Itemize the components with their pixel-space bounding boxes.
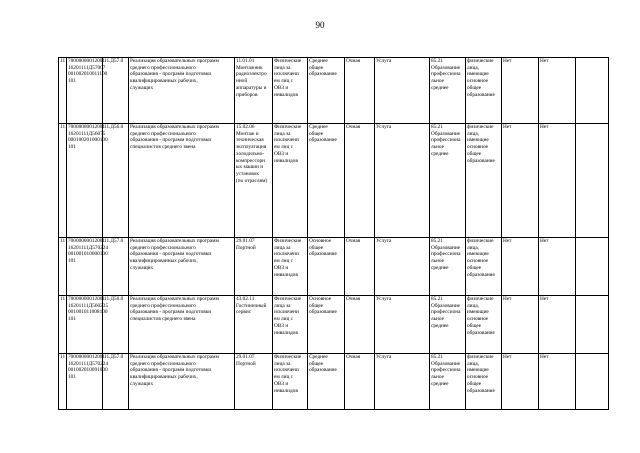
row-number-cell: 11 <box>59 354 67 410</box>
page-number: 90 <box>315 20 325 30</box>
consumer-category-cell: Физические лица за исключени ем лиц с ОВЗ и инвалидов <box>273 58 308 124</box>
service-kind-cell: Услуга <box>375 296 430 354</box>
flag-cell-1: Нет <box>502 124 539 238</box>
consumer-category-cell: Физические лица за исключени ем лиц с ОВЗ и инвалидов <box>273 296 308 354</box>
education-base-cell: Основное общее образование <box>308 296 345 354</box>
service-type-code-cell: 11.Д56.0 <box>103 296 129 354</box>
service-name-cell: Реализация образовательных программ среднего профессионального образования - программ подготовки специалистов среднего звена <box>129 296 235 354</box>
consumers-cell: физические лица, имеющие основное общее образование <box>466 238 502 296</box>
consumer-category-cell: Физические лица за исключени ем лиц с ОВЗ и инвалидов <box>273 238 308 296</box>
service-type-code-cell: 11.Д57.0 <box>103 58 129 124</box>
flag-cell-2: Нет <box>539 124 576 238</box>
row-number-cell: 11 <box>59 58 67 124</box>
registry-code-cell: 70000000012001 16201111Д570224 001002010091000 101 <box>67 354 103 410</box>
service-kind-cell: Услуга <box>375 238 430 296</box>
registry-code-cell: 70000000012001 16201111Д56075 000100201000100 101 <box>67 124 103 238</box>
services-table <box>58 57 609 410</box>
consumer-category-cell: Физические лица за исключени ем лиц с ОВЗ и инвалидов <box>273 124 308 238</box>
table-row <box>59 238 609 296</box>
table-row <box>59 354 609 410</box>
table-row <box>59 124 609 238</box>
okved-cell: 85.21 Образование профессиона льное среднее <box>430 124 466 238</box>
registry-code-cell: 70000000012001 16201111Д57007 001002010011100 101 <box>67 58 103 124</box>
empty-cell <box>576 58 609 124</box>
empty-cell <box>576 124 609 238</box>
flag-cell-1: Нет <box>502 238 539 296</box>
flag-cell-1: Нет <box>502 296 539 354</box>
row-number-cell: 11 <box>59 238 67 296</box>
okved-cell: 85.21 Образование профессиона льное среднее <box>430 238 466 296</box>
flag-cell-1: Нет <box>502 58 539 124</box>
table-row <box>59 296 609 354</box>
registry-code-cell: 70000000012001 16201111Д560235 001001011008100 101 <box>67 296 103 354</box>
consumer-category-cell: Физические лица за исключени ем лиц с ОВЗ и инвалидов <box>273 354 308 410</box>
specialty-cell: 43.02.11 Гостиничный сервис <box>235 296 273 354</box>
specialty-cell: 15.02.06 Монтаж и техническая эксплуатация холодильно- компрессорн ых машин и установок (по отраслям) <box>235 124 273 238</box>
service-kind-cell: Услуга <box>375 354 430 410</box>
flag-cell-2: Нет <box>539 354 576 410</box>
study-form-cell: Очная <box>345 238 375 296</box>
service-type-code-cell: 11.Д57.0 <box>103 238 129 296</box>
table-row <box>59 58 609 124</box>
registry-code-cell: 70000000012001 16201111Д570224 001001010000100 101 <box>67 238 103 296</box>
empty-cell <box>576 238 609 296</box>
flag-cell-2: Нет <box>539 58 576 124</box>
service-kind-cell: Услуга <box>375 124 430 238</box>
service-name-cell: Реализация образовательных программ среднего профессионального образования - программ подготовки квалифицированных рабочих, служащих <box>129 238 235 296</box>
service-name-cell: Реализация образовательных программ среднего профессионального образования - программ подготовки специалистов среднего звена <box>129 124 235 238</box>
flag-cell-1: Нет <box>502 354 539 410</box>
consumers-cell: физические лица, имеющие основное общее образование <box>466 296 502 354</box>
flag-cell-2: Нет <box>539 238 576 296</box>
service-name-cell: Реализация образовательных программ среднего профессионального образования - программ подготовки квалифицированных рабочих, служащих <box>129 58 235 124</box>
empty-cell <box>576 354 609 410</box>
study-form-cell: Очная <box>345 58 375 124</box>
education-base-cell: Основное общее образование <box>308 238 345 296</box>
okved-cell: 85.21 Образование профессиона льное среднее <box>430 296 466 354</box>
consumers-cell: физические лица, имеющие основное общее образование <box>466 58 502 124</box>
service-type-code-cell: 11.Д57.0 <box>103 354 129 410</box>
study-form-cell: Очная <box>345 354 375 410</box>
study-form-cell: Очная <box>345 124 375 238</box>
flag-cell-2: Нет <box>539 296 576 354</box>
okved-cell: 85.21 Образование профессиона льное среднее <box>430 58 466 124</box>
empty-cell <box>576 296 609 354</box>
specialty-cell: 11.01.01 Монтажник радиоэлектро нной аппаратуры и приборов <box>235 58 273 124</box>
service-kind-cell: Услуга <box>375 58 430 124</box>
consumers-cell: физические лица, имеющие основное общее образование <box>466 354 502 410</box>
row-number-cell: 11 <box>59 124 67 238</box>
service-type-code-cell: 11.Д56.0 <box>103 124 129 238</box>
study-form-cell: Очная <box>345 296 375 354</box>
row-number-cell: 11 <box>59 296 67 354</box>
education-base-cell: Среднее общее образование <box>308 354 345 410</box>
okved-cell: 85.21 Образование профессиона льное среднее <box>430 354 466 410</box>
specialty-cell: 29.01.07 Портной <box>235 238 273 296</box>
specialty-cell: 29.01.07 Портной <box>235 354 273 410</box>
consumers-cell: физические лица, имеющие основное общее образование <box>466 124 502 238</box>
education-base-cell: Среднее общее образование <box>308 124 345 238</box>
education-base-cell: Среднее общее образование <box>308 58 345 124</box>
service-name-cell: Реализация образовательных программ среднего профессионального образования - программ подготовки квалифицированных рабочих, служащих <box>129 354 235 410</box>
